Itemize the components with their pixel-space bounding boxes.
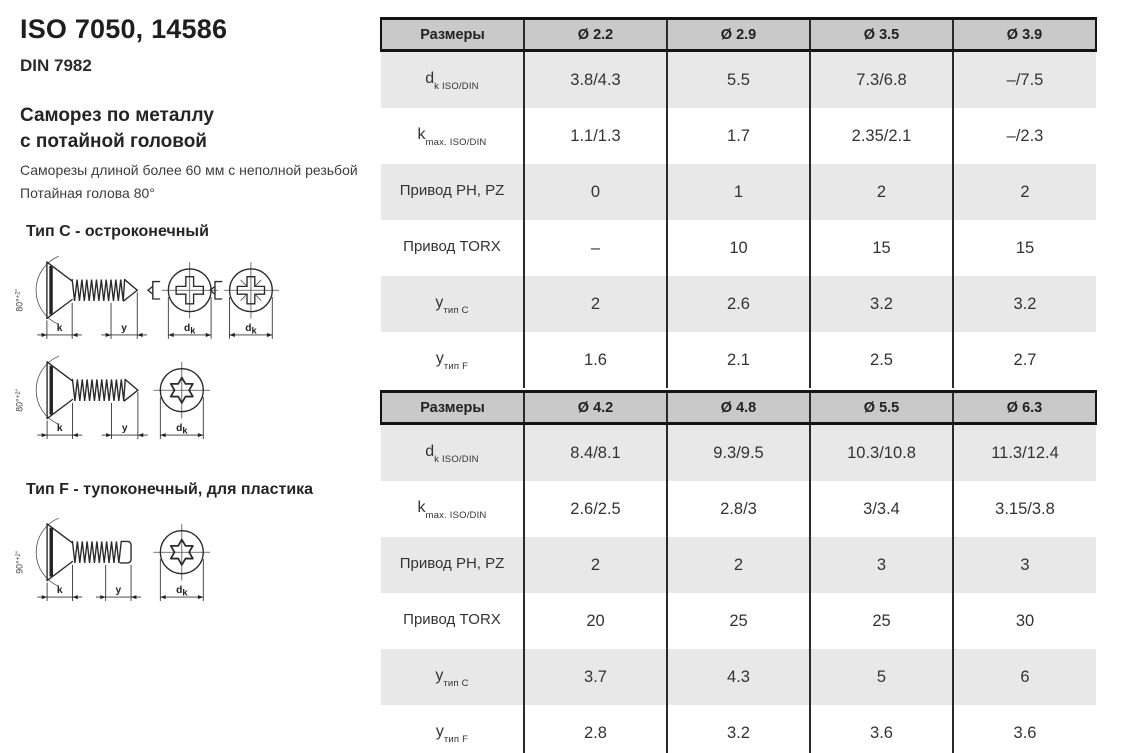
table-cell: 30	[953, 593, 1096, 649]
table-header-row	[381, 19, 1096, 51]
table-row	[381, 593, 1096, 649]
table-row	[381, 276, 1096, 332]
table-cell: 9.3/9.5	[667, 424, 810, 482]
type-c-ph-pz-drawing	[10, 250, 282, 348]
table-cell: 2	[524, 276, 667, 332]
product-name-line1: Саморез по металлу	[20, 105, 214, 126]
table-cell: 5.5	[667, 51, 810, 109]
column-header: Ø 3.9	[953, 19, 1096, 51]
svg-text:dk: dk	[176, 423, 188, 436]
column-header: Размеры	[381, 392, 524, 424]
table-cell: 8.4/8.1	[524, 424, 667, 482]
table-cell: 2	[524, 537, 667, 593]
row-label: Привод TORX	[381, 220, 524, 276]
svg-text:k: k	[56, 423, 63, 435]
table-cell: 3.2	[953, 276, 1096, 332]
column-header: Ø 4.8	[667, 392, 810, 424]
type-f-heading: Тип F - тупоконечный, для пластика	[26, 481, 314, 498]
svg-text:dk: dk	[176, 585, 188, 598]
table-cell: 15	[953, 220, 1096, 276]
table-cell: 2	[810, 164, 953, 220]
screw-side-view	[14, 256, 138, 324]
column-header: Размеры	[381, 19, 524, 51]
svg-text:dk: dk	[184, 323, 196, 336]
table-cell: 15	[810, 220, 953, 276]
table-cell: 2.1	[667, 332, 810, 388]
table-cell: 7.3/6.8	[810, 51, 953, 109]
pz-head-view	[210, 262, 279, 339]
type-c-heading: Тип C - остроконечный	[26, 223, 209, 240]
table-cell: –/2.3	[953, 108, 1096, 164]
svg-text:y: y	[121, 323, 127, 335]
table-cell: 4.3	[667, 649, 810, 705]
svg-text:k: k	[56, 323, 63, 335]
table-cell: 25	[667, 593, 810, 649]
column-header: Ø 5.5	[810, 392, 953, 424]
table-cell: 3.6	[953, 705, 1096, 753]
table-row	[381, 220, 1096, 276]
table-cell: 2.6	[667, 276, 810, 332]
table-header-row	[381, 392, 1096, 424]
size-table-small-diameters	[380, 17, 1097, 388]
row-label: $y_{тип C}$	[381, 276, 524, 332]
size-table	[380, 17, 1097, 388]
table-cell: 10	[667, 220, 810, 276]
table-cell: 1.1/1.3	[524, 108, 667, 164]
table-cell: 6	[953, 649, 1096, 705]
row-label: Привод PH, PZ	[381, 164, 524, 220]
din-subtitle: DIN 7982	[20, 56, 92, 75]
row-label: $d_{k ISO/DIN}$	[381, 424, 524, 482]
product-description	[20, 159, 358, 205]
table-cell: 20	[524, 593, 667, 649]
table-row	[381, 164, 1096, 220]
svg-text:k: k	[56, 585, 63, 597]
table-cell: 3.7	[524, 649, 667, 705]
table-row	[381, 481, 1096, 537]
table-cell: 1.7	[667, 108, 810, 164]
row-label: $k_{max. ISO/DIN}$	[381, 108, 524, 164]
head-angle-label: 80°$^{+2^\circ}$	[14, 388, 25, 412]
row-label: Привод PH, PZ	[381, 537, 524, 593]
table-cell: 5	[810, 649, 953, 705]
row-label: $d_{k ISO/DIN}$	[381, 51, 524, 109]
description-line1: Саморезы длиной более 60 мм с неполной резьбой	[20, 162, 358, 178]
column-header: Ø 6.3	[953, 392, 1096, 424]
size-table-large-diameters	[380, 390, 1097, 753]
table-row	[381, 537, 1096, 593]
svg-text:y: y	[115, 585, 122, 597]
screw-side-view	[14, 356, 138, 424]
table-cell: –/7.5	[953, 51, 1096, 109]
page-title: ISO 7050, 14586	[20, 14, 228, 44]
row-label: $y_{тип F}$	[381, 332, 524, 388]
table-cell: 2	[667, 537, 810, 593]
table-cell: 2.7	[953, 332, 1096, 388]
row-label: $y_{тип F}$	[381, 705, 524, 753]
type-f-torx-drawing	[10, 512, 215, 610]
table-cell: 3.2	[667, 705, 810, 753]
table-cell: 3.2	[810, 276, 953, 332]
table-cell: 2.8/3	[667, 481, 810, 537]
type-c-torx-drawing	[10, 350, 215, 448]
table-cell: 3.15/3.8	[953, 481, 1096, 537]
table-cell: 2.5	[810, 332, 953, 388]
product-name	[20, 103, 214, 155]
dimension-y	[96, 565, 141, 601]
table-cell: 2.35/2.1	[810, 108, 953, 164]
svg-text:y: y	[121, 423, 128, 435]
table-cell: 3	[953, 537, 1096, 593]
torx-head-view	[154, 362, 211, 439]
table-row	[381, 108, 1096, 164]
column-header: Ø 2.9	[667, 19, 810, 51]
table-row	[381, 705, 1096, 753]
table-cell: 3.6	[810, 705, 953, 753]
table-row	[381, 332, 1096, 388]
column-header: Ø 3.5	[810, 19, 953, 51]
table-cell: 2.8	[524, 705, 667, 753]
head-angle-label: 90°$^{+2^\circ}$	[14, 550, 25, 574]
table-cell: –	[524, 220, 667, 276]
table-cell: 25	[810, 593, 953, 649]
table-cell: 11.3/12.4	[953, 424, 1096, 482]
table-row	[381, 51, 1096, 109]
table-cell: 3	[810, 537, 953, 593]
table-cell: 3.8/4.3	[524, 51, 667, 109]
table-cell: 1.6	[524, 332, 667, 388]
size-table	[380, 390, 1097, 753]
table-cell: 2.6/2.5	[524, 481, 667, 537]
table-cell: 1	[667, 164, 810, 220]
product-name-line2: с потайной головой	[20, 131, 207, 152]
description-line2: Потайная голова 80°	[20, 185, 155, 201]
table-cell: 2	[953, 164, 1096, 220]
svg-text:dk: dk	[245, 323, 257, 336]
column-header: Ø 4.2	[524, 392, 667, 424]
row-label: $y_{тип C}$	[381, 649, 524, 705]
table-cell: 3/3.4	[810, 481, 953, 537]
ph-head-view	[148, 262, 218, 339]
table-cell: 10.3/10.8	[810, 424, 953, 482]
table-row	[381, 424, 1096, 482]
table-row	[381, 649, 1096, 705]
head-angle-label: 80°$^{+2^\circ}$	[14, 288, 25, 312]
column-header: Ø 2.2	[524, 19, 667, 51]
row-label: $k_{max. ISO/DIN}$	[381, 481, 524, 537]
table-cell: 0	[524, 164, 667, 220]
row-label: Привод TORX	[381, 593, 524, 649]
torx-head-view	[154, 524, 211, 601]
